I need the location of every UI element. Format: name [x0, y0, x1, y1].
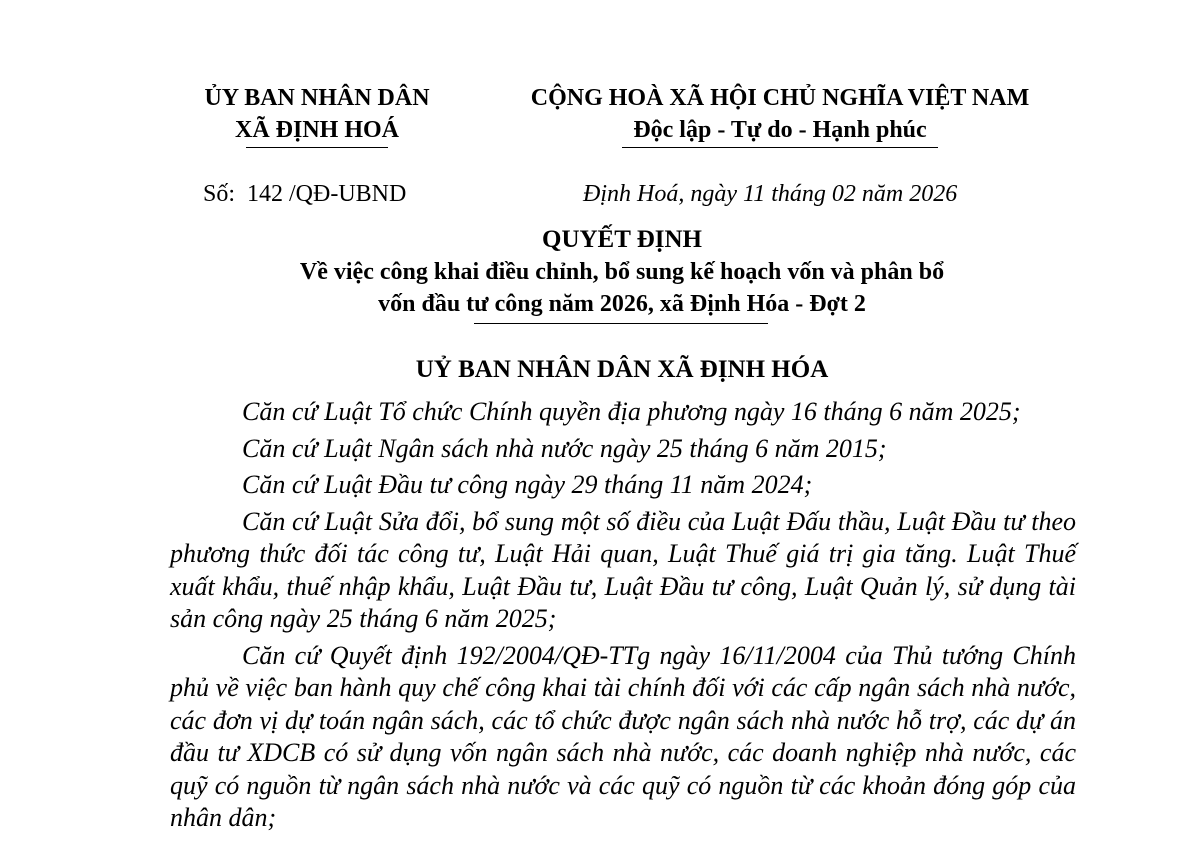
document-number: Số: 142 /QĐ-UBND	[203, 181, 407, 207]
org-underline	[246, 147, 388, 148]
citation-paragraph: Căn cứ Luật Sửa đổi, bổ sung một số điều của Luật Đấu thầu, Luật Đầu tư theo phương thức đối tác công tư, Luật Hải quan, Luật Thuế giá trị gia tăng. Luật Thuế xuất khẩu, thuế nhập khẩu, Luật Đầu tư, Luật Đầu tư công, Luật Quản lý, sử dụng tài sản công ngày 25 tháng 6 năm 2025;	[170, 506, 1076, 633]
citation-paragraph: Căn cứ Luật Tổ chức Chính quyền địa phương ngày 16 tháng 6 năm 2025;	[242, 397, 1021, 426]
legal-basis-citations	[170, 396, 1076, 839]
org-name-line2: XÃ ĐỊNH HOÁ	[234, 117, 399, 143]
nation-name: CỘNG HOÀ XÃ HỘI CHỦ NGHĨA VIỆT NAM	[530, 85, 1030, 111]
national-motto	[488, 82, 1072, 148]
motto-underline	[622, 147, 938, 148]
document-type: QUYẾT ĐỊNH	[542, 226, 702, 253]
document-subject-line1: Về việc công khai điều chỉnh, bổ sung kế hoạch vốn và phân bổ	[299, 259, 945, 285]
issuing-authority: UỶ BAN NHÂN DÂN XÃ ĐỊNH HÓA	[415, 356, 829, 383]
org-name-line1: ỦY BAN NHÂN DÂN	[204, 85, 430, 111]
document-subject-line2: vốn đầu tư công năm 2026, xã Định Hóa - Đợt 2	[378, 291, 866, 317]
citation-paragraph: Căn cứ Luật Ngân sách nhà nước ngày 25 tháng 6 năm 2015;	[242, 433, 887, 463]
title-underline	[474, 323, 768, 324]
citation-paragraph: Căn cứ Quyết định 192/2004/QĐ-TTg ngày 16/11/2004 của Thủ tướng Chính phủ về việc ban hành quy chế công khai tài chính đối với các cấp ngân sách nhà nước, các đơn vị dự toán ngân sách, các tổ chức được ngân sách nhà nước hỗ trợ, các dự án đầu tư XDCB có sử dụng vốn ngân sách nhà nước, các doanh nghiệp nhà nước, các quỹ có nguồn từ ngân sách nhà nước và các quỹ có nguồn từ các khoản đóng góp của nhân dân;	[170, 640, 1076, 832]
citation-paragraph: Căn cứ Luật Đầu tư công ngày 29 tháng 11 năm 2024;	[242, 470, 813, 499]
document-title-block	[170, 224, 1074, 320]
issuing-organization	[180, 82, 454, 148]
place-and-date: Định Hoá, ngày 11 tháng 02 năm 2026	[583, 181, 958, 207]
motto: Độc lập - Tự do - Hạnh phúc	[633, 117, 927, 143]
